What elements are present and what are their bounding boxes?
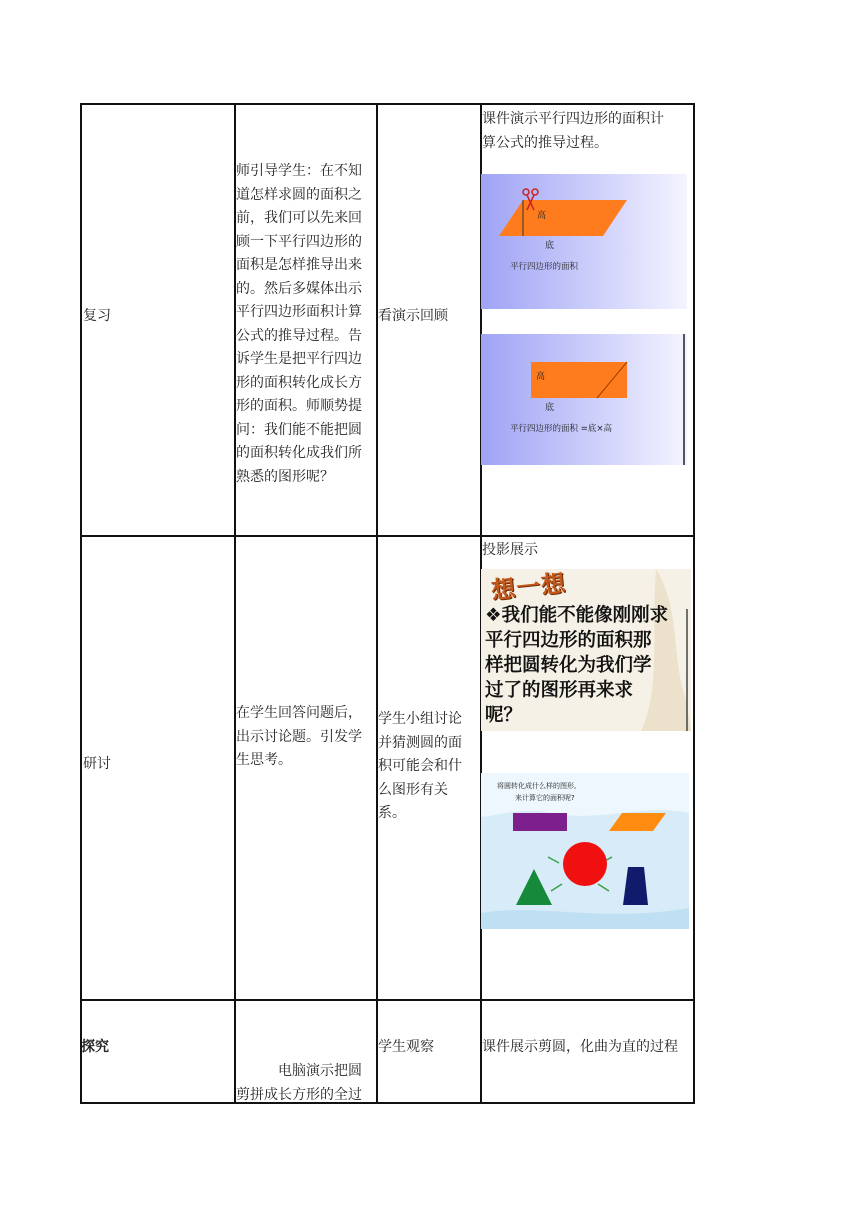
text-line: 出示讨论题。引发学 [236,728,362,745]
text-line: 顾一下平行四边形的 [236,233,362,250]
trapezoid-shape [623,867,648,905]
student-activity: 学生观察 [378,1039,434,1055]
height-label: 高 [537,211,547,221]
column-divider [693,103,695,1104]
teacher-activity [236,702,378,773]
text-line: 将圆转化成什么样的图形, [497,782,577,790]
rectangle-diagram [481,334,687,465]
text-line: 的面积转化成我们所 [236,445,362,461]
resource-text: 投影展示 [482,542,538,558]
column-divider [80,103,82,1104]
text-line: 电脑演示把圆 [278,1063,362,1079]
slide-caption: 平行四边形的面积 =底×高 [510,424,612,434]
text-line: 学生小组讨论 [378,711,462,727]
text-line: 熟悉的图形呢？ [236,468,334,485]
stage-label: 研讨 [83,756,111,772]
text-line: 在学生回答问题后， [236,705,362,721]
text-line: 算公式的推导过程。 [482,134,608,151]
text-line: 公式的推导过程。告 [236,327,362,344]
rectangle-shape [513,813,567,831]
think-question [485,603,685,728]
student-activity: 看演示回顾 [378,308,448,324]
slide-caption: 平行四边形的面积 [510,262,579,272]
text-line: 样把圆转化为我们学 [485,655,652,676]
text-line: 问：我们能不能把圆 [236,421,362,438]
text-line: 平行四边形的面积那 [485,630,652,651]
row-divider [80,999,695,1001]
table-border-top [80,103,695,105]
resource-text: 课件展示剪圆，化曲为直的过程 [482,1039,678,1055]
parallelogram-slide-image [481,174,687,309]
text-line: 道怎样求圆的面积之 [236,186,362,203]
shapes-question [497,780,576,804]
text-line: 系。 [378,805,406,821]
text-line: 么图形有关 [378,781,448,798]
teacher-activity [236,1060,378,1107]
text-line: 形的面积。师顺势提 [236,398,362,414]
circle-shape [563,842,607,886]
stage-label: 探究 [81,1039,109,1055]
text-line: 过了的图形再来求 [485,680,634,701]
think-slide-image [481,569,691,731]
text-line: ❖我们能不能像刚刚求 [485,605,669,626]
table-border-bottom [80,1102,695,1104]
text-line: 课件演示平行四边形的面积计 [482,111,664,127]
rectangle-slide-image [481,334,687,465]
text-line: 呢？ [485,705,523,726]
base-label: 底 [545,403,555,413]
parallelogram-shape [609,813,666,831]
text-line: 形的面积转化成长方 [236,374,362,391]
parallelogram-diagram [481,174,687,309]
base-label: 底 [545,241,555,251]
text-line: 剪拼成长方形的全过 [236,1086,362,1103]
text-line: 生思考。 [236,752,292,768]
text-line: 的。然后多媒体出示 [236,280,362,297]
height-label: 高 [536,372,546,382]
teacher-activity [236,160,378,489]
lesson-table [80,103,695,1104]
text-line: 面积是怎样推导出来 [236,257,362,273]
text-line: 平行四边形面积计算 [236,304,362,320]
row-divider [80,535,695,537]
stage-label: 复习 [83,308,111,324]
shapes-slide-image [481,773,689,929]
text-line: 来计算它的面积呢? [515,794,575,802]
text-line: 师引导学生：在不知 [236,163,362,179]
text-line: 诉学生是把平行四边 [236,351,362,367]
text-line: 积可能会和什 [378,758,462,774]
student-activity [378,708,482,826]
think-heading: 想一想 [490,569,568,605]
text-line: 并猜测圆的面 [378,734,462,751]
resource-text [482,108,694,155]
triangle-shape [516,869,552,905]
text-line: 前，我们可以先来回 [236,210,362,226]
